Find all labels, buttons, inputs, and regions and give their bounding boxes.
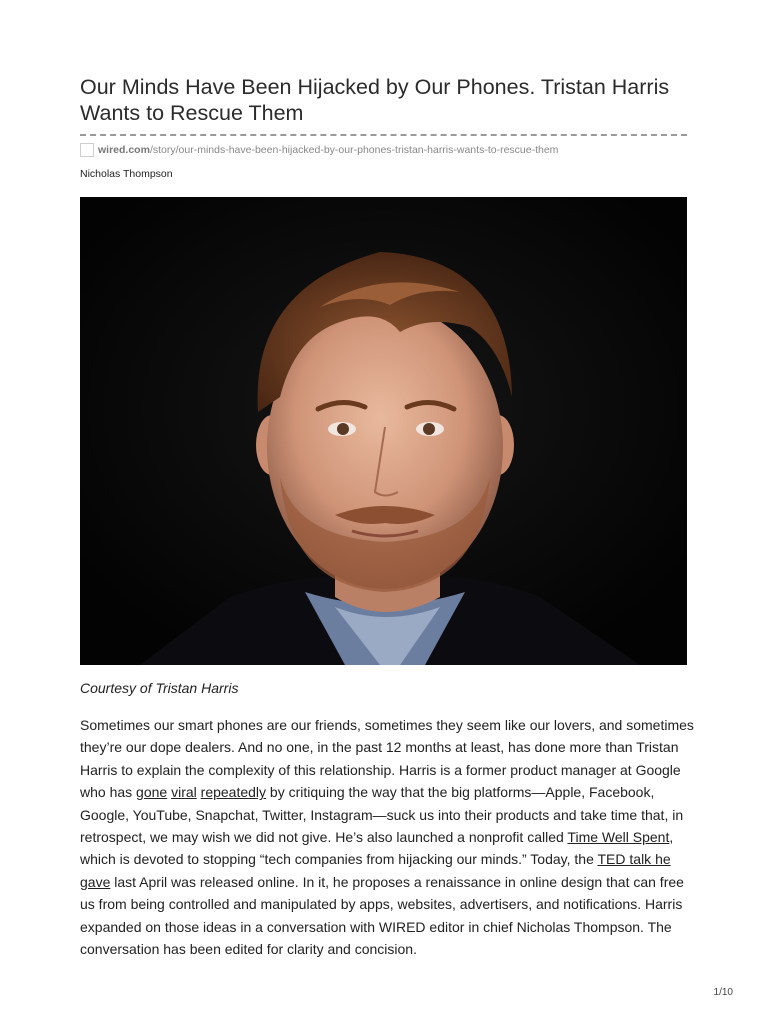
link-viral[interactable]: viral	[171, 784, 197, 801]
body-text: , which is devoted to stopping “tech companies from hijacking our minds.” Today, the	[80, 829, 674, 868]
portrait-photo	[80, 197, 687, 665]
link-time-well-spent[interactable]: Time Well Spent	[567, 829, 670, 846]
page-indicator: 1/10	[713, 987, 733, 998]
body-text: by critiquing the way that the big platforms—Apple, Facebook, Google, YouTube, Snapchat, Twitter, Instagram—suck us into their products and take time that, in retrospect, we may wish we did not give. He’s also launched a nonprofit called	[80, 784, 684, 846]
body-text: Sometimes our smart phones are our friends, sometimes they seem like our lovers, and sometimes they’re our dope dealers. And no one, in the past 12 months at least, has done more than Tristan Harris to explain the complexity of this relationship. Harris is a former product manager at Google who has	[80, 717, 694, 801]
article-body	[80, 714, 700, 960]
author-name: Nicholas Thompson	[80, 168, 173, 180]
link-gone[interactable]: gone	[136, 784, 168, 801]
favicon-icon	[80, 143, 94, 157]
body-text: last April was released online. In it, he proposes a renaissance in online design that can free us from being controlled and manipulated by apps, websites, advertisers, and notifications. Harris expanded on those ideas in a conversation with WIRED editor in chief Nicholas Thompson. The conversation has been edited for clarity and concision.	[80, 873, 684, 958]
title-divider	[80, 134, 687, 136]
source-url[interactable]	[80, 142, 558, 158]
source-domain[interactable]: wired.com	[98, 144, 150, 156]
link-ted-talk[interactable]: TED talk he gave	[80, 851, 671, 890]
photo-caption: Courtesy of Tristan Harris	[80, 680, 239, 696]
link-repeatedly[interactable]: repeatedly	[200, 784, 267, 801]
source-path[interactable]: /story/our-minds-have-been-hijacked-by-our-phones-tristan-harris-wants-to-rescue-them	[149, 144, 559, 156]
article-title: Our Minds Have Been Hijacked by Our Phones. Tristan Harris Wants to Rescue Them	[80, 75, 670, 125]
